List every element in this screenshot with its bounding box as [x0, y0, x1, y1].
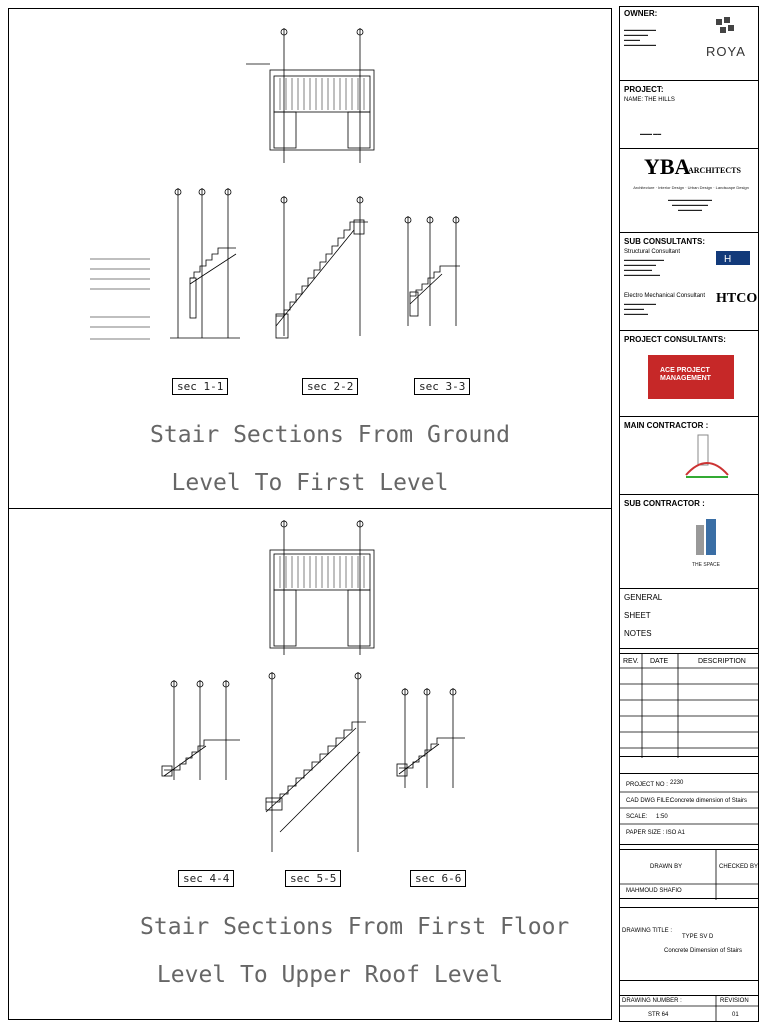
paper-label: PAPER SIZE : — [626, 830, 665, 836]
revision-label: REVISION — [720, 998, 749, 1004]
project-cell — [620, 81, 758, 149]
drawing-number-cell — [620, 995, 758, 1021]
project-consultants-label: PROJECT CONSULTANTS: — [624, 335, 726, 344]
sub-contractor-cell — [620, 495, 758, 589]
svg-text:H: H — [724, 254, 732, 265]
project-no-label: PROJECT NO : — [626, 782, 668, 788]
cad-label: CAD DWG FILE: — [626, 798, 672, 804]
ace-logo: ACE PROJECT MANAGEMENT — [660, 367, 711, 382]
drawing-title-cell — [620, 907, 758, 981]
scale-value: 1:50 — [656, 814, 668, 820]
stair-plan-bottom — [240, 520, 390, 660]
drawing-title-1: TYPE SV D — [682, 934, 714, 940]
project-consultants-cell — [620, 331, 758, 417]
revision-grid — [620, 654, 758, 758]
sheet-divider — [8, 508, 612, 509]
owner-logo-text: ROYA — [706, 44, 746, 59]
section-3-3-drawing — [398, 216, 468, 336]
general-notes-cell — [620, 589, 758, 649]
general-line-1: GENERAL — [624, 593, 663, 602]
structural-label: Structural Consultant — [624, 249, 681, 255]
general-line-3: NOTES — [624, 629, 652, 638]
section-label-4-4: sec 4-4 — [178, 870, 234, 887]
project-info-cell — [620, 773, 758, 845]
main-contractor-cell — [620, 417, 758, 495]
main-contractor-logo-icon — [684, 433, 730, 485]
drawing-number-label: DRAWING NUMBER : — [622, 998, 682, 1004]
section-5-5-drawing — [260, 672, 380, 862]
architect-address: ▬▬▬▬▬▬▬▬▬▬▬ ▬▬▬▬▬▬▬▬▬ ▬▬▬▬▬▬ — [668, 197, 712, 212]
cad-value: Concrete dimension of Stairs — [670, 798, 748, 804]
architect-abbr: YBA — [644, 154, 691, 179]
sub-consultants-label: SUB CONSULTANTS: — [624, 237, 706, 246]
sub-contractor-label: SUB CONTRACTOR : — [624, 499, 705, 508]
section-1-1-drawing — [150, 188, 245, 348]
scale-label: SCALE: — [626, 814, 648, 820]
general-line-2: SHEET — [624, 611, 651, 620]
section-label-1-1: sec 1-1 — [172, 378, 228, 395]
drawn-by-value: MAHMOUD SHAFIO — [626, 888, 682, 894]
sub-contractor-logo-text: THE SPACE — [692, 562, 720, 568]
rev-header: REV. — [623, 658, 639, 665]
section-label-3-3: sec 3-3 — [414, 378, 470, 395]
owner-details: ▬▬▬▬▬▬▬▬ ▬▬▬▬▬▬ ▬▬▬▬ ▬▬▬▬▬▬▬▬ — [624, 27, 656, 47]
section-2-2-drawing — [262, 196, 382, 346]
revision-table-cell — [620, 653, 758, 757]
structural-logo-icon — [716, 251, 750, 265]
structural-details: ▬▬▬▬▬▬▬▬▬▬ ▬▬▬▬▬▬▬▬ ▬▬▬▬▬▬▬ ▬▬▬▬▬▬▬▬▬ — [624, 257, 664, 277]
revision-value: 01 — [732, 1012, 739, 1018]
drawn-by-label: DRAWN BY — [650, 864, 683, 870]
title-bottom-line-1: Stair Sections From First Floor — [140, 914, 570, 940]
sub-contractor-logo-icon — [694, 519, 720, 559]
architect-services: Architecture · Interior Design · Urban Design · Landscape Design — [633, 185, 749, 190]
section-4-4-drawing — [160, 680, 250, 790]
htco-logo: HTCO — [716, 291, 758, 306]
section-6-6-drawing — [395, 688, 475, 798]
roya-logo-icon — [714, 15, 738, 39]
checked-by-label: CHECKED BY — [719, 864, 759, 870]
title-top-line-2: Level To First Level — [171, 470, 449, 496]
electro-details: ▬▬▬▬▬▬▬▬ ▬▬▬▬▬ ▬▬▬▬▬▬ — [624, 301, 656, 316]
description-header: DESCRIPTION — [698, 658, 746, 665]
section-label-6-6: sec 6-6 — [410, 870, 466, 887]
owner-label: OWNER: — [624, 9, 658, 18]
owner-cell — [620, 7, 758, 81]
electro-label: Electro Mechanical Consultant — [624, 293, 706, 299]
title-bottom-line-2: Level To Upper Roof Level — [156, 962, 504, 988]
title-top-line-1: Stair Sections From Ground — [150, 422, 511, 448]
project-no: 2230 — [670, 780, 684, 786]
sub-consultants-cell — [620, 233, 758, 331]
architect-cell — [620, 149, 758, 233]
drawing-title-label: DRAWING TITLE : — [622, 928, 673, 934]
date-header: DATE — [650, 658, 669, 665]
section-label-2-2: sec 2-2 — [302, 378, 358, 395]
main-contractor-label: MAIN CONTRACTOR : — [624, 421, 709, 430]
project-name: NAME: THE HILLS — [624, 97, 675, 103]
stair-plan-top — [240, 28, 390, 168]
paper-value: ISO A1 — [666, 830, 686, 836]
drawing-number: STR 64 — [648, 1012, 669, 1018]
architect-name: ARCHITECTS — [688, 166, 741, 175]
project-arabic: ▬▬▬ ▬▬ — [640, 131, 662, 136]
project-label: PROJECT: — [624, 85, 664, 94]
level-markers — [90, 255, 160, 345]
title-block — [619, 6, 759, 1022]
drawing-title-2: Concrete Dimension of Stairs — [664, 948, 743, 954]
section-label-5-5: sec 5-5 — [285, 870, 341, 887]
drawn-checked-cell — [620, 849, 758, 899]
